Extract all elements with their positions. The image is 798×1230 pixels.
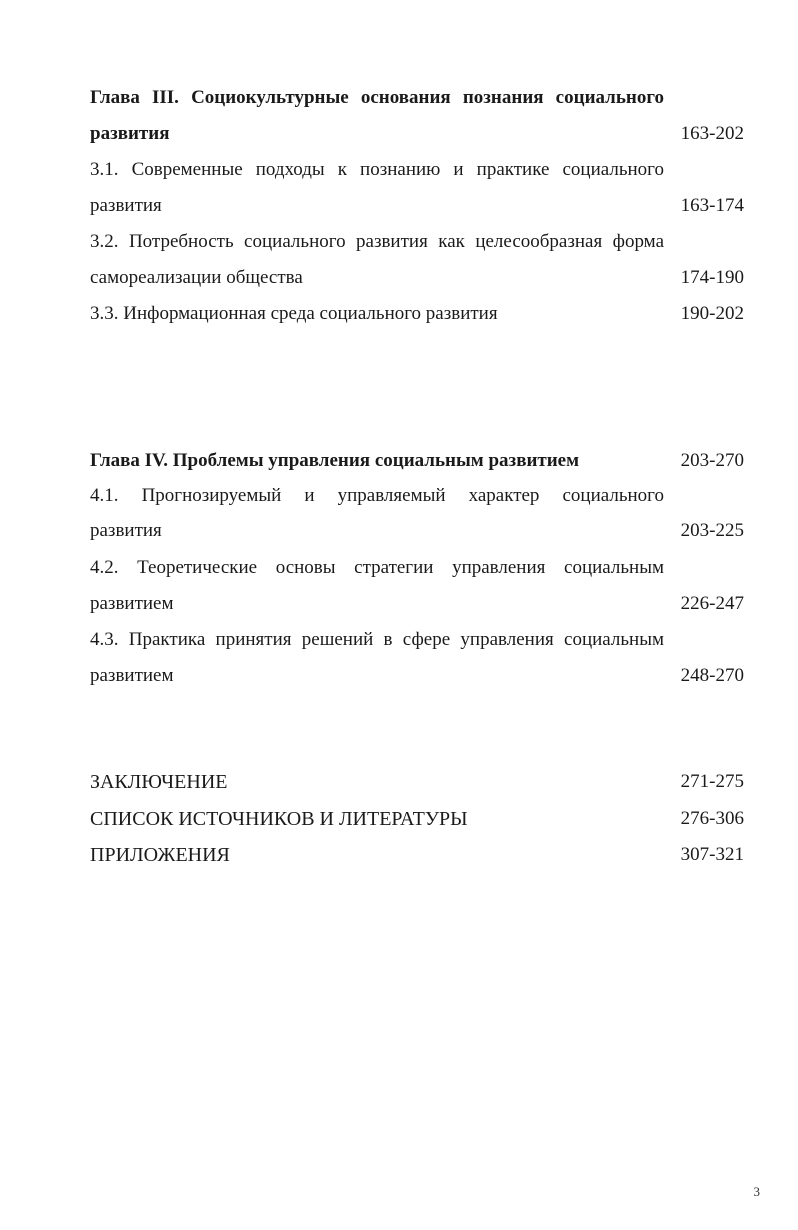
toc-item-4-1-line1: 4.1. Прогнозируемый и управляемый характер социального xyxy=(90,485,664,506)
toc-conclusion: ЗАКЛЮЧЕНИЕ xyxy=(90,771,228,793)
toc-item-4-3-line1: 4.3. Практика принятия решений в сфере управления социальным xyxy=(90,629,664,650)
chapter-3-pages: 163-202 xyxy=(680,123,744,144)
toc-appendices: ПРИЛОЖЕНИЯ xyxy=(90,844,230,866)
toc-item-3-1-line2: развития xyxy=(90,195,162,216)
toc-item-4-1-pages: 203-225 xyxy=(680,520,744,541)
toc-bibliography: СПИСОК ИСТОЧНИКОВ И ЛИТЕРАТУРЫ xyxy=(90,808,468,830)
toc-item-4-1-line2: развития xyxy=(90,520,162,541)
toc-item-3-2-pages: 174-190 xyxy=(680,267,744,288)
toc-appendices-pages: 307-321 xyxy=(680,844,744,865)
toc-conclusion-pages: 271-275 xyxy=(680,771,744,792)
chapter-4-title: Глава IV. Проблемы управления социальным развитием xyxy=(90,450,580,471)
toc-item-4-2-line2: развитием xyxy=(90,593,174,614)
toc-item-3-3-pages: 190-202 xyxy=(680,303,744,324)
page-number: 3 xyxy=(753,1184,760,1199)
toc-item-4-3-pages: 248-270 xyxy=(680,665,744,686)
chapter-3-title-line1: Глава III. Социокультурные основания познания социального xyxy=(90,87,664,108)
toc-item-4-2-line1: 4.2. Теоретические основы стратегии управления социальным xyxy=(90,557,664,578)
toc-item-3-1-pages: 163-174 xyxy=(680,195,744,216)
toc-item-3-3-line1: 3.3. Информационная среда социального развития xyxy=(90,303,498,324)
toc-bibliography-pages: 276-306 xyxy=(680,808,744,829)
toc-item-3-2-line2: самореализации общества xyxy=(90,267,303,288)
toc-item-4-3-line2: развитием xyxy=(90,665,174,686)
toc-item-3-1-line1: 3.1. Современные подходы к познанию и практике социального xyxy=(90,159,664,180)
chapter-4-pages: 203-270 xyxy=(680,450,744,471)
toc-item-4-2-pages: 226-247 xyxy=(680,593,744,614)
chapter-3-title-line2: развития xyxy=(90,123,170,144)
toc-item-3-2-line1: 3.2. Потребность социального развития как целесообразная форма xyxy=(90,231,664,252)
